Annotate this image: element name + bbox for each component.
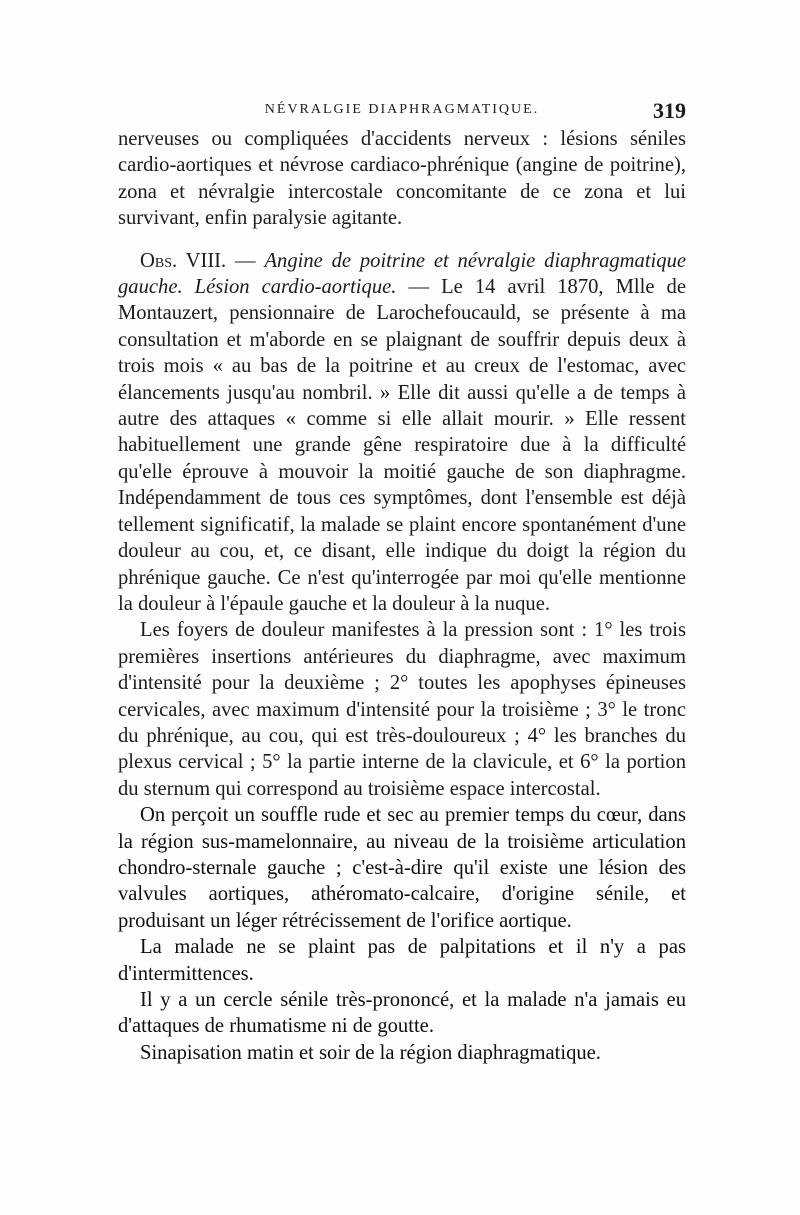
paragraph-continuation: nerveuses ou compliquées d'accidents nerveux : lésions séniles cardio-aortiques et névrose cardiaco-phrénique (angine de poitrine), zona et névralgie intercostale concomitante de ce zona et lui survivant, enfin paralysie agitante.: [118, 128, 686, 230]
page-header: [118, 98, 686, 126]
page-number: 319: [653, 98, 686, 123]
observation-title: Angine de poitrine et névralgie diaphragmatique gauche. Lésion cardio-aortique.: [118, 249, 687, 299]
running-title: NÉVRALGIE DIAPHRAGMATIQUE.: [264, 102, 540, 117]
paragraph-palpitations: La malade ne se plaint pas de palpitations et il n'y a pas d'intermittences.: [118, 936, 686, 985]
paragraph-senile-circle: Il y a un cercle sénile très-prononcé, et la malade n'a jamais eu d'attaques de rhumatisme ni de goutte.: [118, 989, 686, 1038]
observation-dash: —: [235, 249, 256, 272]
page-body: [118, 126, 686, 1066]
observation-paragraph: [118, 248, 686, 618]
paragraph-treatment: Sinapisation matin et soir de la région diaphragmatique.: [140, 1041, 601, 1064]
observation-label: Obs. VIII.: [140, 249, 227, 272]
observation-text: — Le 14 avril 1870, Mlle de Montauzert, pensionnaire de Larochefoucauld, se présente à ma consultation et m'aborde en se plaignant de souffrir depuis deux à trois mois « au bas de la poitrine et au creux de l'estomac, avec élancements jusqu'au nombril. » Elle dit aussi qu'elle a de temps à autre des attaques « comme si elle allait mourir. » Elle ressent habituellement une grande gêne respiratoire due à la difficulté qu'elle éprouve à mouvoir la moitié gauche de son diaphragme. Indépendamment de tous ces symptômes, dont l'ensemble est déjà tellement significatif, la malade se plaint encore spontanément d'une douleur au cou, et, ce disant, elle indique du doigt la région du phrénique gauche. Ce n'est qu'interrogée par moi qu'elle mentionne la douleur à l'épaule gauche et la douleur à la nuque.: [118, 276, 686, 615]
paragraph-heart-murmur: On perçoit un souffle rude et sec au premier temps du cœur, dans la région sus-mamelonnaire, au niveau de la troisième articulation chondro-sternale gauche ; c'est-à-dire qu'il existe une lésion des valvules aortiques, athéromato-calcaire, d'origine sénile, et produisant un léger rétrécissement de l'orifice aortique.: [118, 804, 686, 932]
paragraph-pain-foci: Les foyers de douleur manifestes à la pression sont : 1° les trois premières insertions antérieures du diaphragme, avec maximum d'intensité pour la deuxième ; 2° toutes les apophyses épineuses cervicales, avec maximum d'intensité pour la troisième ; 3° le tronc du phrénique, au cou, qui est très-douloureux ; 4° les branches du plexus cervical ; 5° la partie interne de la clavicule, et 6° la portion du sternum qui correspond au troisième espace intercostal.: [118, 619, 686, 800]
section-gap: [118, 232, 686, 248]
